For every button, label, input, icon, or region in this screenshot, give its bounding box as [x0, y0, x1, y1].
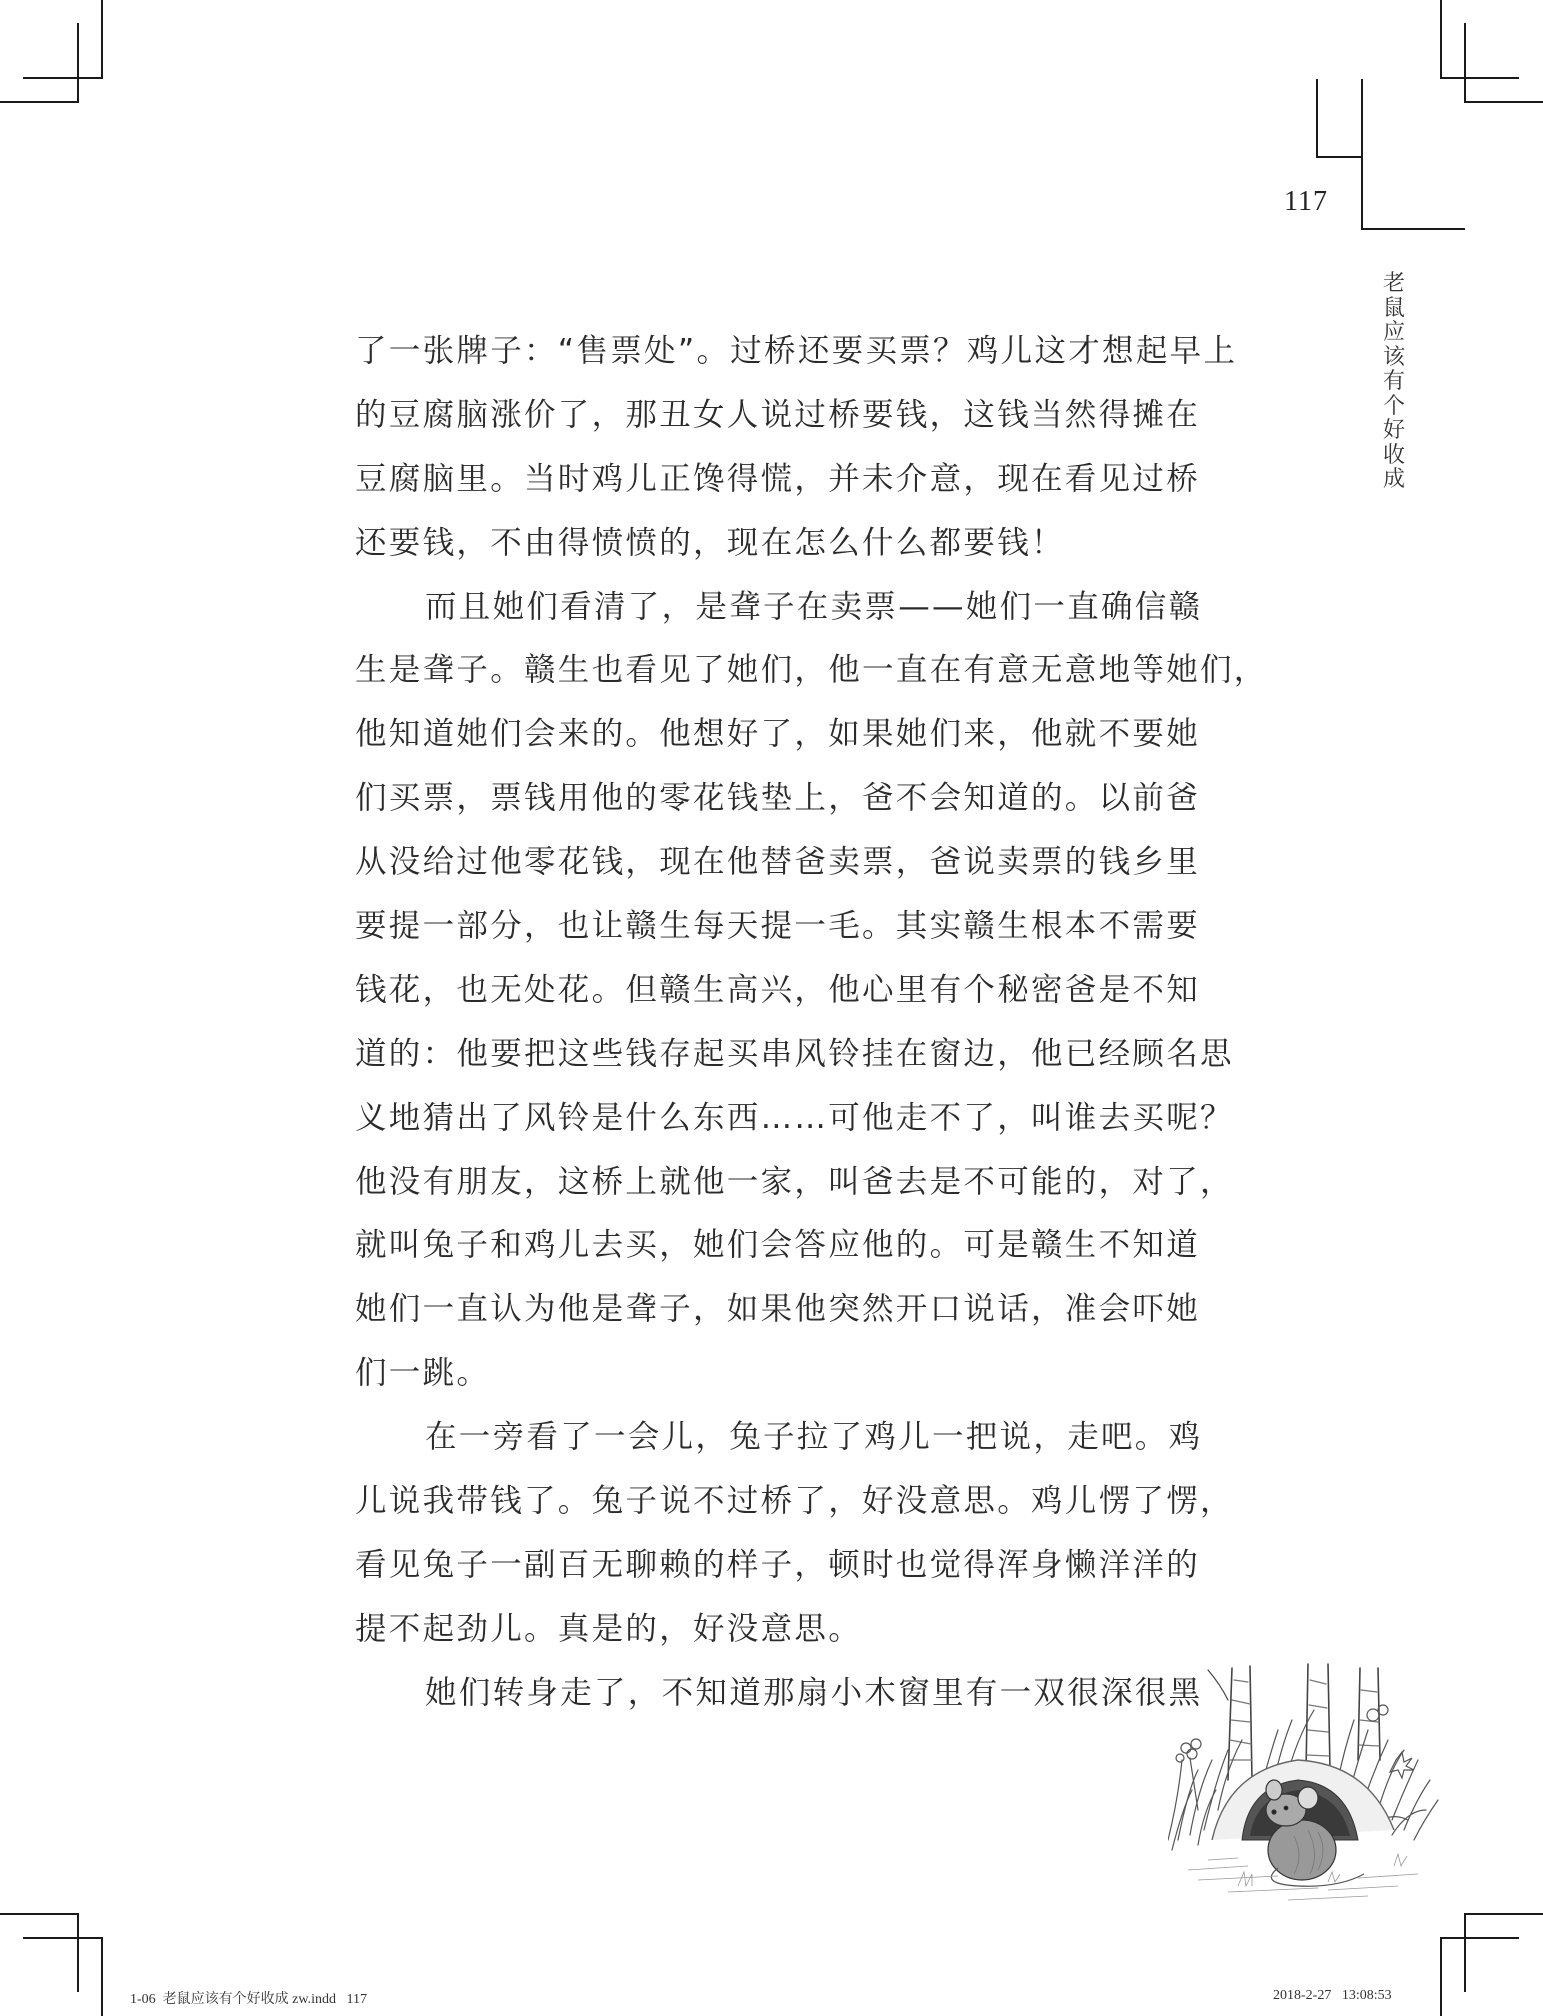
- text-line: 提不起劲儿。真是的，好没意思。: [355, 1610, 863, 1647]
- crop-mark: [101, 1937, 103, 2016]
- header-rule: [1316, 79, 1318, 158]
- crop-mark: [1464, 1913, 1543, 1915]
- crop-mark: [77, 23, 79, 103]
- text-line: 就叫兔子和鸡儿去买，她们会答应他的。可是赣生不知道: [355, 1227, 1201, 1264]
- text-line: 要提一部分，也让赣生每天提一毛。其实赣生根本不需要: [355, 908, 1201, 945]
- crop-mark: [0, 1913, 79, 1915]
- text-line: 们买票，票钱用他的零花钱垫上，爸不会知道的。以前爸: [355, 780, 1201, 817]
- running-title: 老鼠应该有个好收成: [1382, 271, 1405, 492]
- slug-timestamp: 2018-2-27 13:08:53: [1273, 1988, 1392, 2003]
- text-line: 他没有朋友，这桥上就他一家，叫爸去是不可能的，对了，: [355, 1163, 1234, 1200]
- text-line: 看见兔子一副百无聊赖的样子，顿时也觉得浑身懒洋洋的: [355, 1546, 1201, 1583]
- text-line: 儿说我带钱了。兔子说不过桥了，好没意思。鸡儿愣了愣，: [355, 1483, 1234, 1520]
- header-rule: [1316, 156, 1363, 158]
- text-line: 们一跳。: [355, 1355, 491, 1392]
- crop-mark: [1440, 1937, 1442, 2016]
- header-rule: [1361, 228, 1465, 230]
- mouse-sketch-icon: [1168, 1660, 1440, 1908]
- crop-mark: [1440, 0, 1442, 79]
- crop-mark: [1440, 77, 1519, 79]
- text-line: 的豆腐脑涨价了，那丑女人说过桥要钱，这钱当然得摊在: [355, 396, 1201, 433]
- illustration-mouse-burrow: [1168, 1660, 1440, 1908]
- text-line: 在一旁看了一会儿，兔子拉了鸡儿一把说，走吧。鸡: [425, 1419, 1203, 1456]
- text-line: 豆腐脑里。当时鸡儿正馋得慌，并未介意，现在看见过桥: [355, 460, 1201, 497]
- text-line: 生是聋子。赣生也看见了她们，他一直在有意无意地等她们，: [355, 652, 1268, 689]
- crop-mark: [1464, 23, 1466, 103]
- crop-mark: [0, 101, 79, 103]
- text-line: 道的：他要把这些钱存起买串风铃挂在窗边，他已经顾名思: [355, 1035, 1234, 1072]
- page-number: 117: [1284, 186, 1328, 217]
- text-line: 了一张牌子：“售票处”。过桥还要买票？鸡儿这才想起早上: [355, 333, 1238, 369]
- crop-mark: [23, 77, 103, 79]
- body-text: [355, 320, 1268, 1726]
- text-line: 而且她们看清了，是聋子在卖票——她们一直确信赣: [425, 588, 1203, 625]
- crop-mark: [101, 0, 103, 79]
- crop-mark: [1464, 101, 1543, 103]
- text-line: 义地猜出了风铃是什么东西……可他走不了，叫谁去买呢？: [355, 1099, 1234, 1136]
- text-line: 从没给过他零花钱，现在他替爸卖票，爸说卖票的钱乡里: [355, 844, 1201, 881]
- crop-mark: [23, 1937, 103, 1939]
- crop-mark: [1464, 1913, 1466, 1992]
- slug-file-info: 1-06 老鼠应该有个好收成 zw.indd 117: [130, 1992, 367, 2007]
- text-line: 她们转身走了，不知道那扇小木窗里有一双很深很黑: [425, 1674, 1203, 1711]
- header-rule: [1361, 79, 1363, 230]
- crop-mark: [1440, 1937, 1519, 1939]
- text-line: 她们一直认为他是聋子，如果他突然开口说话，准会吓她: [355, 1291, 1201, 1328]
- text-line: 钱花，也无处花。但赣生高兴，他心里有个秘密爸是不知: [355, 971, 1201, 1008]
- text-line: 还要钱，不由得愤愤的，现在怎么什么都要钱！: [355, 524, 1065, 561]
- crop-mark: [77, 1913, 79, 1992]
- text-line: 他知道她们会来的。他想好了，如果她们来，他就不要她: [355, 716, 1201, 753]
